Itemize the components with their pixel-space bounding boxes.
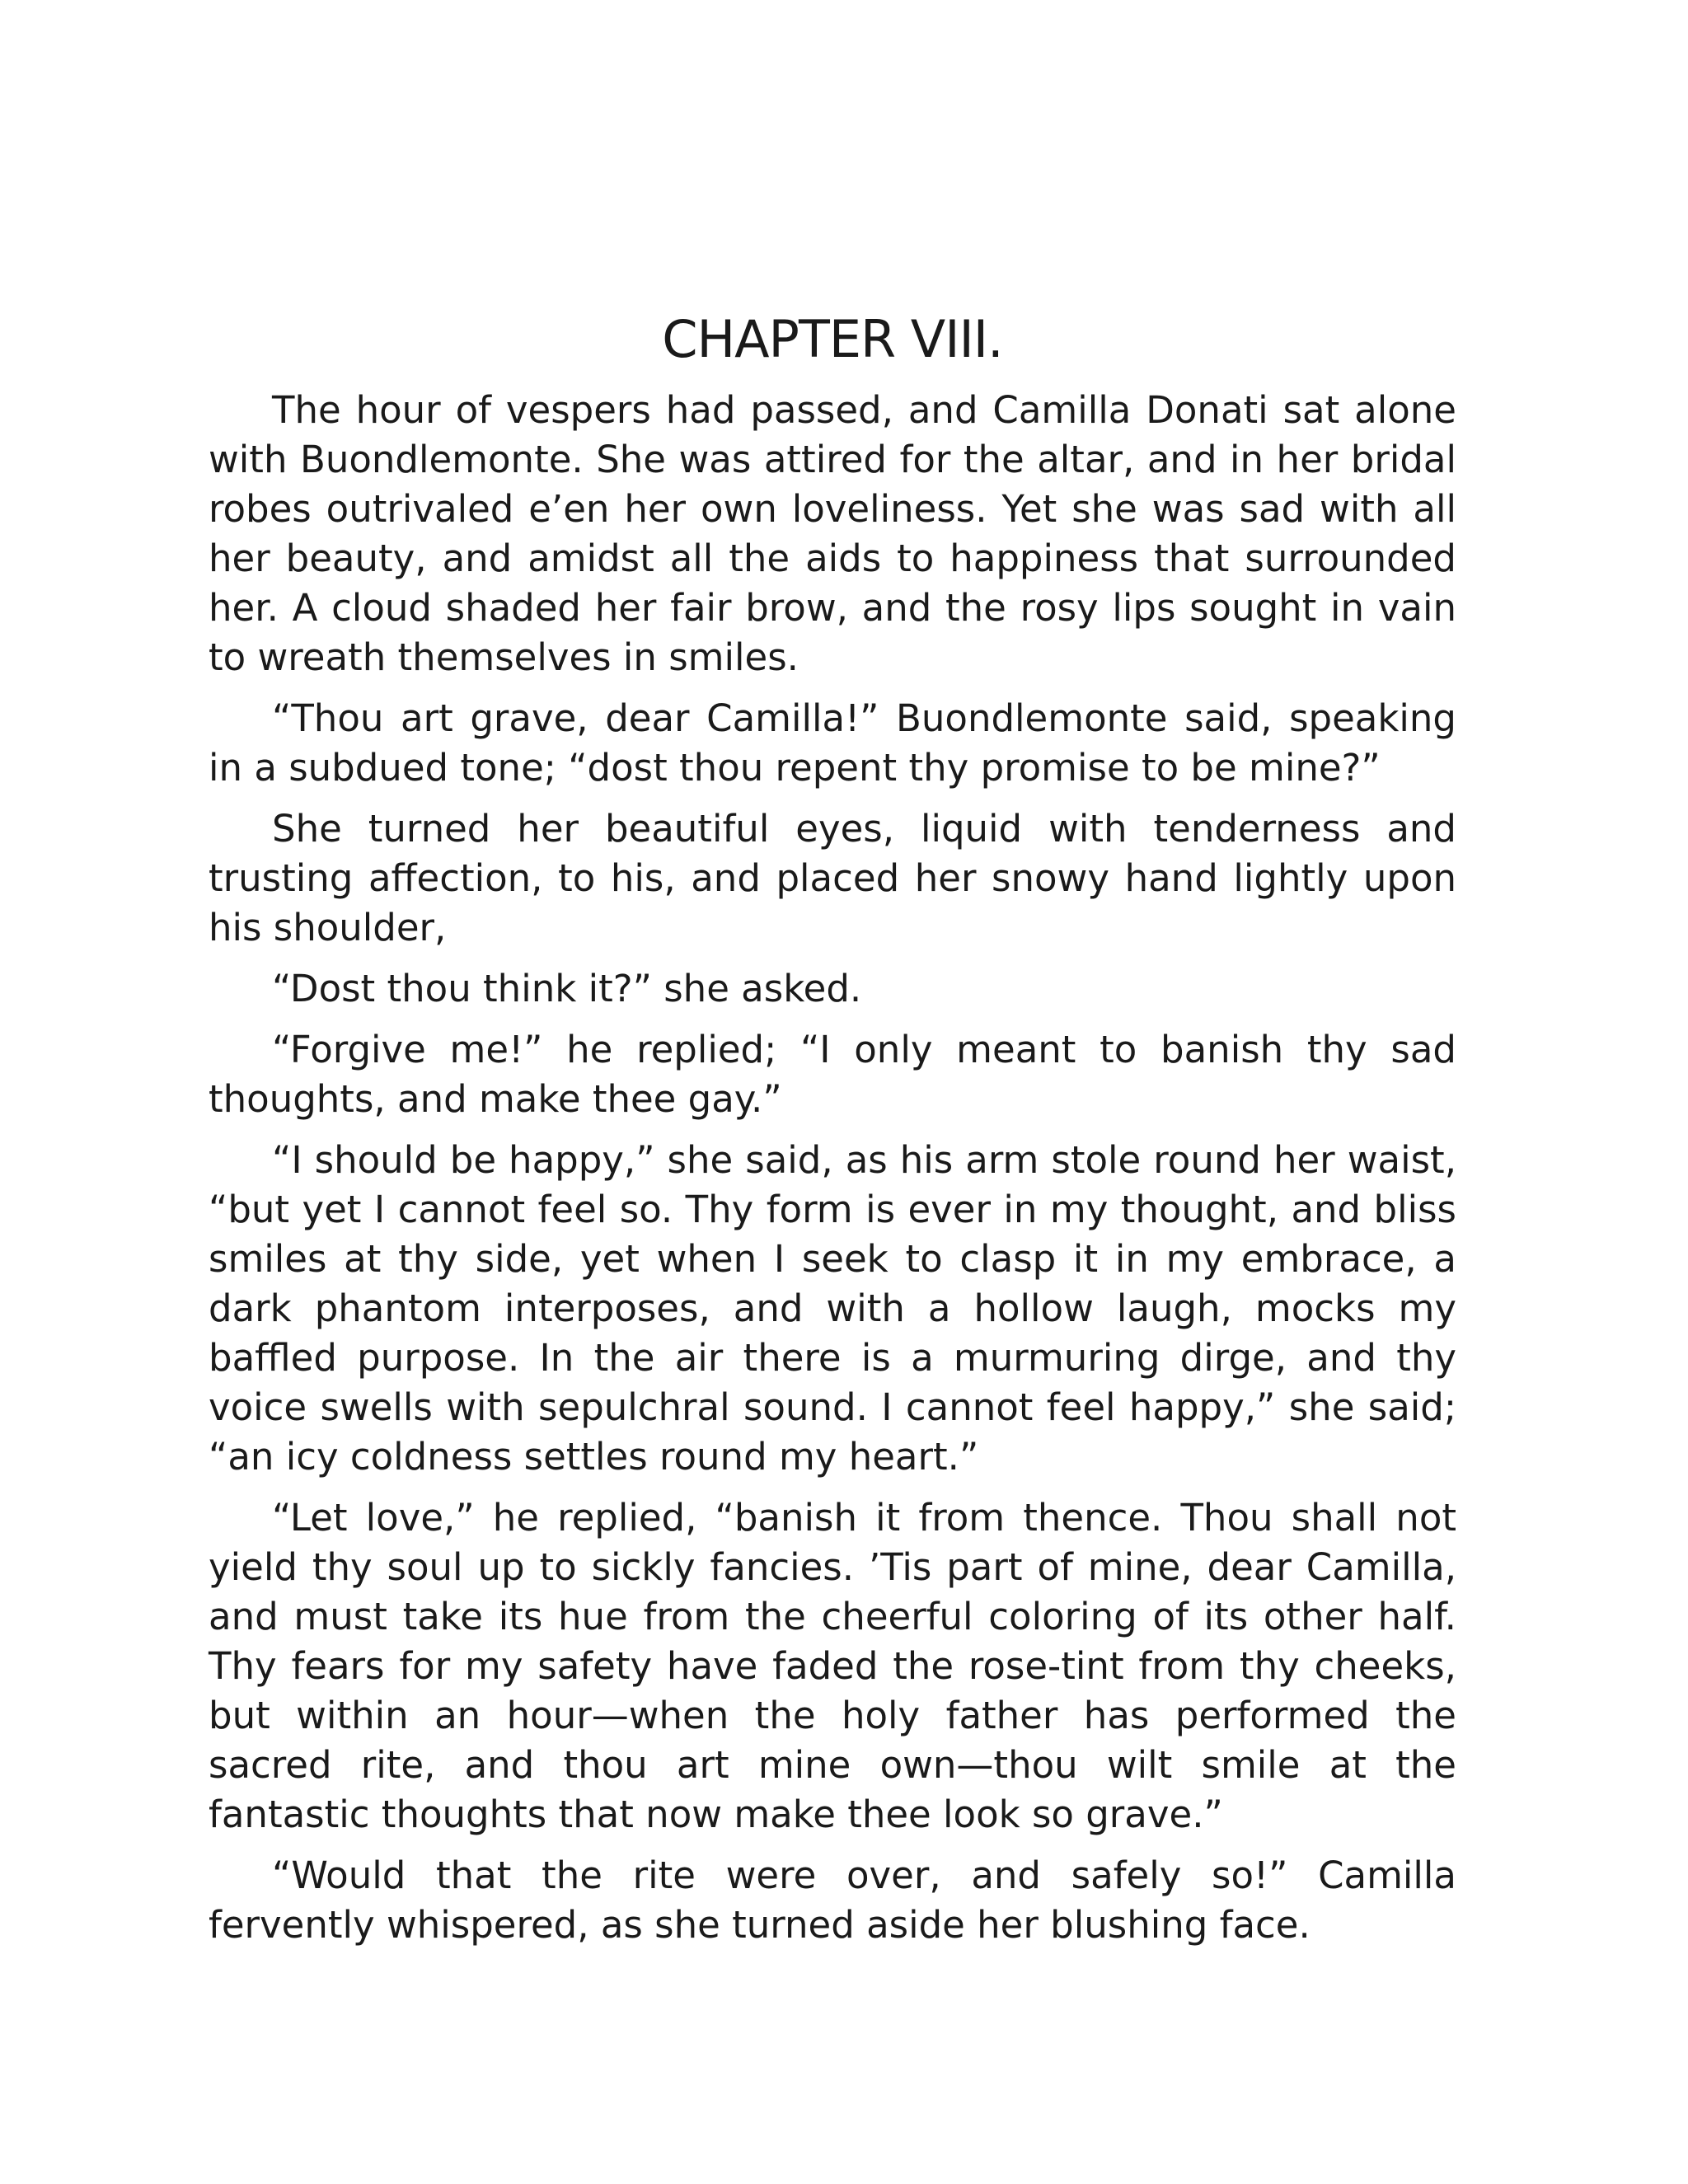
paragraph: “Let love,” he replied, “banish it from thence. Thou shall not yield thy soul up to sickly fancies. ’Tis part of mine, dear Camilla, and must take its hue from the cheerful coloring of its other half. Thy fears for my safety have faded the rose-tint from thy cheeks, but within an hour—when the holy father has performed the sacred rite, and thou art mine own—thou wilt smile at the fantastic thoughts that now make thee look so grave.” <box>209 1496 1456 1836</box>
page-text <box>209 305 1456 1961</box>
paragraph: “Dost thou think it?” she asked. <box>272 967 862 1010</box>
paragraph: The hour of vespers had passed, and Camilla Donati sat alone with Buondlemonte. She was attired for the altar, and in her bridal robes outrivaled e’en her own loveliness. Yet she was sad with all her beauty, and amidst all the aids to happiness that surrounded her. A cloud shaded her fair brow, and the rosy lips sought in vain to wreath themselves in smiles. <box>209 388 1456 679</box>
paragraph: “I should be happy,” she said, as his arm stole round her waist, “but yet I cannot feel so. Thy form is ever in my thought, and bliss smiles at thy side, yet when I seek to clasp it in my embrace, a dark phantom interposes, and with a hollow laugh, mocks my baffled purpose. In the air there is a murmuring dirge, and thy voice swells with sepulchral sound. I cannot feel happy,” she said; “an icy coldness settles round my heart.” <box>209 1138 1456 1479</box>
chapter-title: CHAPTER VIII. <box>662 309 1003 369</box>
paragraph: She turned her beautiful eyes, liquid with tenderness and trusting affection, to his, and placed her snowy hand lightly upon his shoulder, <box>209 807 1456 949</box>
paragraph: “Would that the rite were over, and safely so!” Camilla fervently whispered, as she turned aside her blushing face. <box>209 1854 1456 1947</box>
paragraph: “Thou art grave, dear Camilla!” Buondlemonte said, speaking in a subdued tone; “dost thou repent thy promise to be mine?” <box>209 696 1456 790</box>
paragraph: “Forgive me!” he replied; “I only meant to banish thy sad thoughts, and make thee gay.” <box>209 1028 1456 1121</box>
